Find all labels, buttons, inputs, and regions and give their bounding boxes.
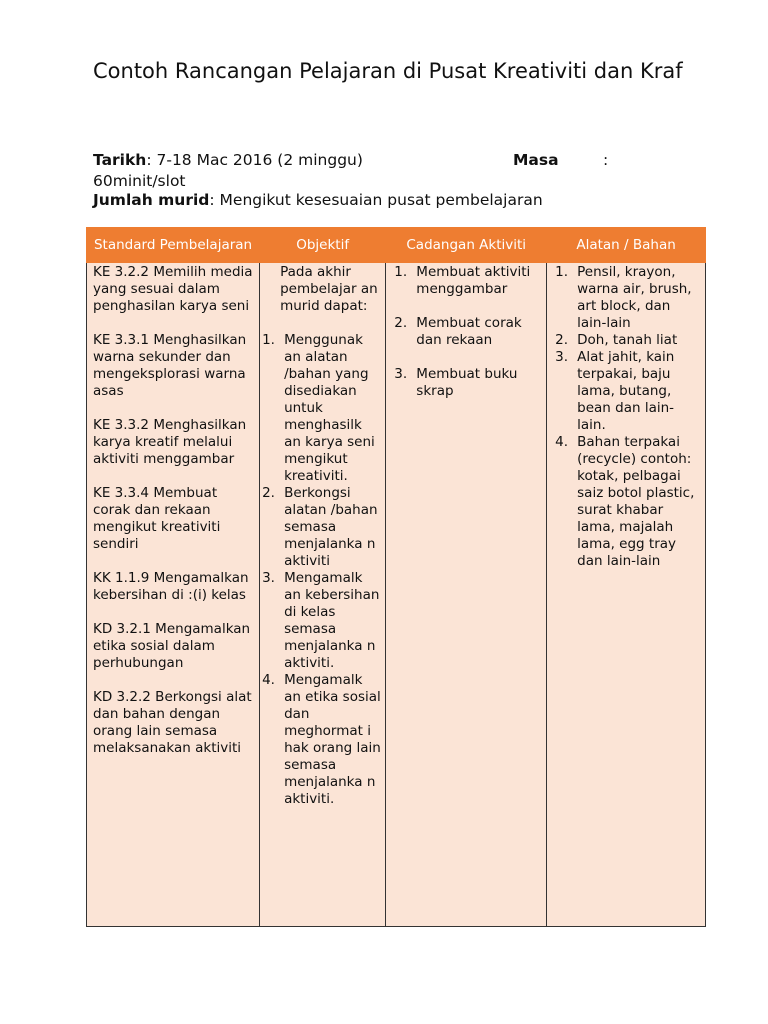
list-item — [555, 264, 699, 332]
objektif-cell — [260, 263, 386, 927]
list-number: 2. — [262, 485, 275, 501]
header-alatan: Alatan / Bahan — [547, 228, 706, 263]
objektif-intro: Pada akhir pembelajar an murid dapat: — [280, 264, 378, 314]
masa-value: 60minit/slot — [93, 172, 186, 190]
masa-colon: : — [603, 151, 609, 169]
lesson-plan-table — [86, 227, 706, 927]
list-number: 1. — [555, 264, 569, 280]
list-item — [394, 315, 540, 349]
alatan-list — [555, 264, 699, 570]
objektif-list — [262, 332, 381, 808]
aktiviti-cell — [386, 263, 547, 927]
jumlah-label: Jumlah murid — [93, 191, 210, 209]
standard-item: KK 1.1.9 Mengamalkan kebersihan di :(i) kelas — [93, 570, 249, 603]
list-item — [262, 672, 381, 808]
alatan-cell — [547, 263, 706, 927]
objektif-text: Menggunak an alatan /bahan yang disediakan untuk menghasilk an karya seni mengikut kreativiti. — [284, 332, 375, 484]
list-number: 1. — [262, 332, 275, 348]
list-item — [555, 434, 699, 570]
alatan-text: Pensil, krayon, warna air, brush, art block, dan lain-lain — [577, 264, 692, 331]
tarikh-value: : 7-18 Mac 2016 (2 minggu) — [146, 151, 363, 169]
list-number: 3. — [262, 570, 275, 586]
list-number: 2. — [555, 332, 569, 348]
alatan-text: Bahan terpakai (recycle) contoh: kotak, pelbagai saiz botol plastic, surat khabar lama, majalah lama, egg tray dan lain-lain — [577, 434, 695, 569]
standard-item: KD 3.2.2 Berkongsi alat dan bahan dengan orang lain semasa melaksanakan aktiviti — [93, 689, 252, 756]
document-title: Contoh Rancangan Pelajaran di Pusat Kreativiti dan Kraf — [93, 59, 683, 83]
aktiviti-text: Membuat aktiviti menggambar — [416, 264, 531, 297]
objektif-text: Berkongsi alatan /bahan semasa menjalanka n aktiviti — [284, 485, 378, 569]
list-number: 4. — [555, 434, 569, 450]
header-aktiviti: Cadangan Aktiviti — [386, 228, 547, 263]
objektif-text: Mengamalk an kebersihan di kelas semasa menjalanka n aktiviti. — [284, 570, 380, 671]
list-item — [262, 570, 381, 672]
list-number: 3. — [394, 366, 408, 382]
jumlah-line — [93, 190, 543, 210]
masa-label: Masa — [513, 151, 559, 169]
alatan-text: Doh, tanah liat — [577, 332, 678, 348]
tarikh-label: Tarikh — [93, 151, 147, 169]
aktiviti-text: Membuat corak dan rekaan — [416, 315, 522, 348]
standard-item: KE 3.2.2 Memilih media yang sesuai dalam penghasilan karya seni — [93, 264, 253, 314]
list-number: 4. — [262, 672, 275, 688]
standard-item: KE 3.3.2 Menghasilkan karya kreatif melalui aktiviti menggambar — [93, 417, 247, 467]
list-item — [262, 485, 381, 570]
table-header-row — [87, 228, 706, 263]
aktiviti-text: Membuat buku skrap — [416, 366, 518, 399]
objektif-text: Mengamalk an etika sosial dan meghormat i hak orang lain semasa menjalanka n aktiviti. — [284, 672, 381, 807]
standard-item: KE 3.3.1 Menghasilkan warna sekunder dan mengeksplorasi warna asas — [93, 332, 247, 399]
alatan-text: Alat jahit, kain terpakai, baju lama, butang, bean dan lain-lain. — [577, 349, 675, 433]
list-item — [394, 264, 540, 298]
standard-cell — [87, 263, 260, 927]
header-standard: Standard Pembelajaran — [87, 228, 260, 263]
list-item — [262, 332, 381, 485]
header-objektif: Objektif — [260, 228, 386, 263]
list-item — [555, 349, 699, 434]
aktiviti-list — [394, 264, 540, 400]
list-item — [394, 366, 540, 400]
list-number: 3. — [555, 349, 569, 365]
jumlah-value: : Mengikut kesesuaian pusat pembelajaran — [209, 191, 543, 209]
standard-item: KD 3.2.1 Mengamalkan etika sosial dalam perhubungan — [93, 621, 251, 671]
list-number: 1. — [394, 264, 408, 280]
list-number: 2. — [394, 315, 408, 331]
list-item — [555, 332, 699, 349]
standard-item: KE 3.3.4 Membuat corak dan rekaan mengikut kreativiti sendiri — [93, 485, 221, 552]
tarikh-line — [93, 150, 609, 170]
table-row — [87, 263, 706, 927]
